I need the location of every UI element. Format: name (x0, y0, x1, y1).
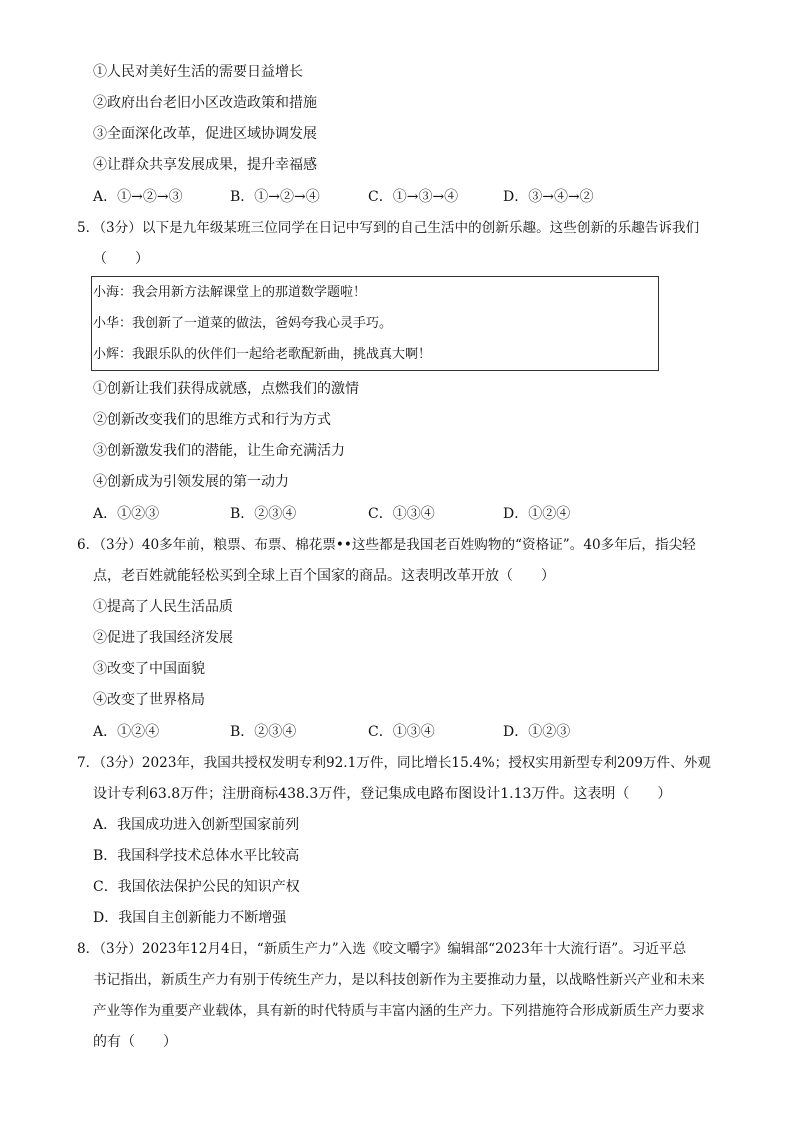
q5-option-b: B．②③④ (230, 506, 297, 522)
q5-statement-1: ①创新让我们获得成就感，点燃我们的激情 (93, 381, 359, 397)
q7-choice-c: C．我国依法保护公民的知识产权 (93, 879, 300, 895)
q6-statement-1: ①提高了人民生活品质 (93, 599, 233, 615)
q5-option-c: C．①③④ (368, 506, 435, 522)
statement-3: ③全面深化改革，促进区域协调发展 (93, 126, 317, 142)
q6-option-c: C．①③④ (368, 724, 435, 740)
q7-choice-d: D．我国自主创新能力不断增强 (93, 910, 287, 926)
q6-option-b: B．②③④ (230, 724, 297, 740)
q6-option-d: D．①②③ (503, 724, 571, 740)
question-7-stem: 7．（3分）2023年，我国共授权发明专利92.1万件，同比增长15.4%；授权实用新型专利209万件、外观 (77, 755, 711, 771)
question-8-stem: 8．（3分）2023年12月4日，“新质生产力”入选《咬文嚼字》编辑部“2023年十大流行语”。习近平总 (77, 941, 687, 957)
q5-option-d: D．①②④ (503, 506, 571, 522)
option-d: D．③→④→② (503, 189, 594, 205)
option-b: B．①→②→④ (230, 189, 320, 205)
question-6-stem: 6．（3分）40多年前，粮票、布票、棉花票••这些都是我国老百姓购物的“资格证”。40多年后，指尖轻 (77, 537, 696, 553)
question-5-bracket: （ ） (93, 251, 149, 267)
question-7-stem-2: 设计专利63.8万件；注册商标438.3万件，登记集成电路布图设计1.13万件。这表明（ ） (93, 786, 672, 802)
question-5-stem: 5．（3分）以下是九年级某班三位同学在日记中写到的自己生活中的创新乐趣。这些创新的乐趣告诉我们 (77, 220, 700, 236)
q5-statement-3: ③创新激发我们的潜能，让生命充满活力 (93, 443, 345, 459)
question-8-stem-3: 产业等作为重要产业载体，具有新的时代特质与丰富内涵的生产力。下列措施符合形成新质生产力要求 (93, 1003, 705, 1019)
q7-choice-b: B．我国科学技术总体水平比较高 (93, 848, 300, 864)
question-8-stem-4: 的有（ ） (93, 1034, 177, 1050)
q7-choice-a: A．我国成功进入创新型国家前列 (93, 817, 300, 833)
option-a: A．①→②→③ (93, 189, 183, 205)
q5-option-a: A．①②③ (93, 506, 160, 522)
q5-statement-2: ②创新改变我们的思维方式和行为方式 (93, 412, 331, 428)
q6-option-a: A．①②④ (93, 724, 160, 740)
q6-statement-3: ③改变了中国面貌 (93, 661, 205, 677)
q6-statement-2: ②促进了我国经济发展 (93, 630, 233, 646)
statement-4: ④让群众共享发展成果，提升幸福感 (93, 157, 317, 173)
diary-xiaohua: 小华：我创新了一道菜的做法，爸妈夸我心灵手巧。 (93, 316, 393, 331)
diary-xiaohui: 小辉：我跟乐队的伙伴们一起给老歌配新曲，挑战真大啊！ (93, 347, 432, 362)
q6-statement-4: ④改变了世界格局 (93, 692, 205, 708)
option-c: C．①→③→④ (368, 189, 459, 205)
diary-box (91, 276, 659, 371)
statement-2: ②政府出台老旧小区改造政策和措施 (93, 95, 317, 111)
question-6-stem-2: 点，老百姓就能轻松买到全球上百个国家的商品。这表明改革开放（ ） (93, 568, 555, 584)
q5-statement-4: ④创新成为引领发展的第一动力 (93, 474, 289, 490)
diary-xiaohai: 小海：我会用新方法解课堂上的那道数学题啦！ (93, 285, 367, 300)
question-8-stem-2: 书记指出，新质生产力有别于传统生产力，是以科技创新作为主要推动力量，以战略性新兴产业和未来 (93, 972, 705, 988)
statement-1: ①人民对美好生活的需要日益增长 (93, 64, 303, 80)
